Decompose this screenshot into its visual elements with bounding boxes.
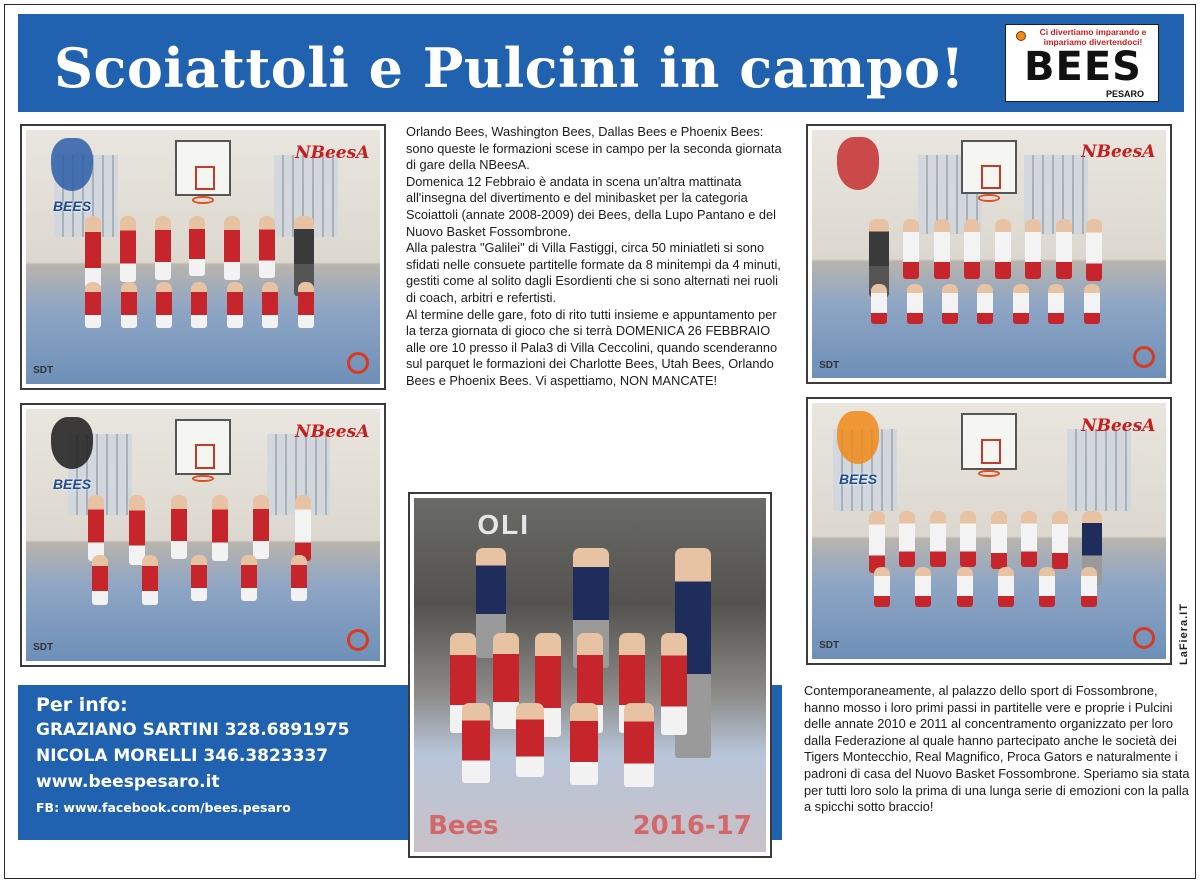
info-title: Per info:: [36, 694, 128, 716]
facebook-link[interactable]: FB: www.facebook.com/bees.pesaro: [36, 800, 291, 815]
sponsor-logo: [347, 352, 369, 374]
backboard: [961, 140, 1018, 195]
logo-word: BEES: [1024, 44, 1142, 90]
group-photo-bees-2016-17: [408, 492, 772, 858]
contact-info-box: [18, 685, 408, 840]
kids-front-row: [449, 703, 667, 787]
basketball-icon: [1016, 31, 1026, 41]
hoop: [978, 194, 999, 201]
sponsor-logo: [347, 629, 369, 651]
nbeesa-logo: NBeesA: [295, 421, 370, 442]
article-side-column: [804, 683, 1190, 816]
contact-morelli: NICOLA MORELLI 346.3823337: [36, 746, 329, 766]
wall-sign: OLI: [477, 508, 531, 540]
article-paragraph: Domenica 12 Febbraio è andata in scena un'altra mattinata all'insegna del divertimento e del minibasket per la categoria Scoiattoli (annate 2008-2009) dei Bees, della Lupo Pantano e del Nuovo Basket Fossombrone.: [406, 173, 776, 239]
caption-team: Bees: [428, 811, 499, 842]
team-photo-phoenix: [806, 397, 1172, 665]
article-main-column: [406, 124, 782, 390]
photo-content: [812, 403, 1166, 659]
info-bar-right: [772, 685, 782, 840]
team-logo: [823, 137, 894, 211]
sdt-logo: SDT: [819, 359, 840, 371]
photo-content: [414, 498, 766, 852]
article-paragraph: Al termine delle gare, foto di rito tutti insieme e appuntamento per la terza giornata di gioco che si terrà DOMENICA 26 FEBBRAIO alle ore 10 presso il Pala3 di Villa Ceccolini, quando scenderanno sul parquet le formazioni dei Charlotte Bees, Utah Bees, Orlando Bees e Phoenix Bees. Vi aspettiamo, NON MANCATE!: [406, 306, 778, 388]
sdt-logo: SDT: [819, 640, 840, 652]
team-photo-orlando: [20, 403, 386, 667]
hoop: [978, 470, 999, 478]
hoop: [192, 475, 213, 483]
nbeesa-logo: NBeesA: [295, 142, 370, 163]
kids-front-row: [76, 555, 324, 605]
contact-sartini: GRAZIANO SARTINI 328.6891975: [36, 720, 350, 740]
kids-front-row: [862, 284, 1110, 324]
backboard: [961, 413, 1018, 469]
caption-season: 2016-17: [632, 811, 752, 842]
article-paragraph: Alla palestra "Galilei" di Villa Fastiggi, circa 50 miniatleti si sono sfidati nelle consuete partitelle formate da 8 minitempi da 4 minuti, gestiti come al solito dagli Esordienti che si sono alternati nei ruoli di coach, arbitri e refertisti.: [406, 240, 781, 305]
team-photo-washington: [806, 124, 1172, 384]
sdt-logo: SDT: [33, 642, 54, 654]
nbeesa-logo: NBeesA: [1081, 142, 1156, 163]
photo-caption: [428, 811, 752, 841]
photo-content: [812, 130, 1166, 378]
nbeesa-logo: NBeesA: [1081, 415, 1156, 436]
publisher-watermark: LaFiera.IT: [1178, 603, 1190, 665]
backboard: [175, 140, 232, 196]
team-logo: BEES: [37, 138, 108, 214]
sponsor-logo: [1133, 627, 1155, 649]
gym-window: [1067, 429, 1131, 511]
logo-slogan: Ci divertiamo imparando e impariamo divertendoci!: [1039, 27, 1147, 47]
photo-content: [26, 130, 380, 384]
article-paragraph: Contemporaneamente, al palazzo dello sport di Fossombrone, hanno mosso i loro primi passi in partitelle vere e proprie i Pulcini delle annate 2010 e 2011 al concentramento organizzato per loro dalla Federazione al quale hanno partecipato anche le società dei Tigers Montecchio, Real Magnifico, Proca Gators e naturalmente i padroni di casa del Nuovo Basket Fossombrone. Speriamo sia stata per tutti loro solo la prima di una lunga serie di emozioni con la palla a spicchi sotto braccio!: [804, 683, 1190, 815]
team-photo-dallas: [20, 124, 386, 390]
team-logo: BEES: [37, 417, 108, 493]
kids-front-row: [76, 282, 324, 328]
hoop: [192, 196, 213, 204]
backboard: [175, 419, 232, 474]
website-link[interactable]: www.beespesaro.it: [36, 772, 220, 792]
kids-front-row: [862, 567, 1110, 607]
logo-city: PESARO: [1106, 89, 1145, 99]
photo-content: [26, 409, 380, 661]
sdt-logo: SDT: [33, 365, 54, 377]
team-logo: BEES: [823, 411, 894, 488]
page-title: Scoiattoli e Pulcini in campo!: [54, 36, 965, 100]
bees-pesaro-logo: [1005, 24, 1159, 102]
article-paragraph: Orlando Bees, Washington Bees, Dallas Bees e Phoenix Bees: sono queste le formazioni scese in campo per la seconda giornata di gare della NBeesA.: [406, 124, 782, 173]
sponsor-logo: [1133, 346, 1155, 368]
